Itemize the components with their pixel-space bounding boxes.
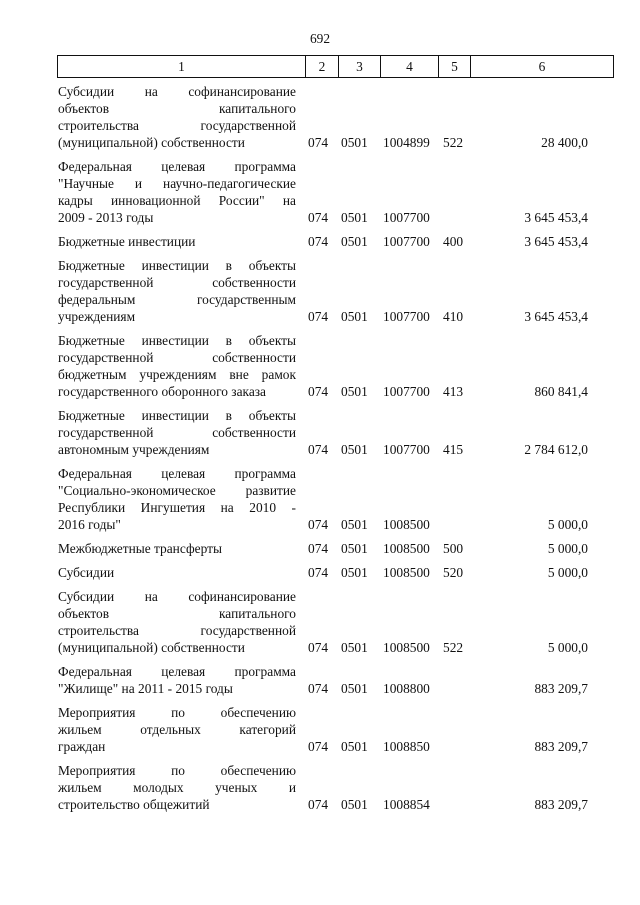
table-row [58, 704, 588, 755]
description-line: государственной собственности [58, 425, 296, 440]
description-line: учреждениям [58, 309, 136, 324]
row-section: 0501 [341, 384, 368, 399]
row-section: 0501 [341, 234, 368, 249]
row-section: 0501 [341, 210, 368, 225]
description-line: Федеральная целевая программа [58, 159, 296, 174]
table-row [58, 540, 588, 557]
description-line: граждан [58, 739, 106, 754]
row-ved: 074 [308, 640, 329, 655]
row-section: 0501 [341, 517, 368, 532]
description-line: жильем молодых ученых и [58, 780, 296, 795]
row-amount: 2 784 612,0 [524, 442, 588, 457]
description-line: Субсидии на софинансирование [58, 589, 296, 604]
table-row [58, 158, 588, 226]
row-target-article: 1004899 [383, 135, 430, 150]
description-line: Субсидии [58, 565, 115, 580]
description-line: жильем отдельных категорий [58, 722, 296, 737]
row-amount: 3 645 453,4 [524, 210, 588, 225]
row-description [58, 762, 296, 813]
description-line: государственной собственности [58, 275, 296, 290]
row-amount: 883 209,7 [534, 681, 588, 696]
description-line: бюджетным учреждениям вне рамок [58, 367, 296, 382]
row-ved: 074 [308, 234, 329, 249]
row-section: 0501 [341, 739, 368, 754]
row-ved: 074 [308, 541, 329, 556]
description-line: 2016 годы" [58, 517, 121, 532]
header-col-3: 3 [338, 56, 380, 77]
row-ved: 074 [308, 135, 329, 150]
row-target-article: 1008854 [383, 797, 430, 812]
description-line: Республики Ингушетия на 2010 - [58, 500, 296, 515]
row-expense-type: 500 [443, 541, 464, 556]
header-col-2: 2 [305, 56, 338, 77]
row-section: 0501 [341, 640, 368, 655]
row-description [58, 407, 296, 458]
row-description [58, 257, 296, 325]
description-line: объектов капитального [58, 606, 296, 621]
description-line: строительства государственной [58, 118, 296, 133]
row-description [58, 465, 296, 533]
row-description [58, 588, 296, 656]
row-ved: 074 [308, 309, 329, 324]
row-amount: 860 841,4 [534, 384, 588, 399]
table-body [58, 83, 588, 820]
row-amount: 883 209,7 [534, 739, 588, 754]
header-col-5: 5 [438, 56, 470, 77]
row-ved: 074 [308, 210, 329, 225]
row-ved: 074 [308, 739, 329, 754]
row-section: 0501 [341, 565, 368, 580]
description-line: 2009 - 2013 годы [58, 210, 154, 225]
row-target-article: 1007700 [383, 210, 430, 225]
description-line: Бюджетные инвестиции в объекты [58, 258, 296, 273]
row-description [58, 564, 296, 581]
row-section: 0501 [341, 681, 368, 696]
row-ved: 074 [308, 797, 329, 812]
description-line: Бюджетные инвестиции в объекты [58, 333, 296, 348]
row-target-article: 1008500 [383, 565, 430, 580]
row-section: 0501 [341, 797, 368, 812]
table-row [58, 83, 588, 151]
row-expense-type: 410 [443, 309, 464, 324]
row-description [58, 663, 296, 697]
row-target-article: 1008500 [383, 640, 430, 655]
row-target-article: 1008800 [383, 681, 430, 696]
description-line: (муниципальной) собственности [58, 640, 245, 655]
description-line: Мероприятия по обеспечению [58, 763, 296, 778]
table-row [58, 564, 588, 581]
description-line: "Научные и научно-педагогические [58, 176, 296, 191]
description-line: "Социально-экономическое развитие [58, 483, 296, 498]
table-row [58, 663, 588, 697]
table-row [58, 465, 588, 533]
row-ved: 074 [308, 565, 329, 580]
description-line: Межбюджетные трансферты [58, 541, 222, 556]
description-line: Субсидии на софинансирование [58, 84, 296, 99]
header-col-4: 4 [380, 56, 438, 77]
row-target-article: 1008850 [383, 739, 430, 754]
row-expense-type: 400 [443, 234, 464, 249]
row-target-article: 1007700 [383, 442, 430, 457]
description-line: строительство общежитий [58, 797, 210, 812]
description-line: строительства государственной [58, 623, 296, 638]
description-line: государственной собственности [58, 350, 296, 365]
row-section: 0501 [341, 135, 368, 150]
description-line: Федеральная целевая программа [58, 466, 296, 481]
description-line: Бюджетные инвестиции в объекты [58, 408, 296, 423]
table-row [58, 332, 588, 400]
row-description [58, 158, 296, 226]
row-description [58, 233, 296, 250]
row-expense-type: 520 [443, 565, 464, 580]
row-target-article: 1007700 [383, 384, 430, 399]
row-amount: 5 000,0 [547, 541, 588, 556]
description-line: "Жилище" на 2011 - 2015 годы [58, 681, 233, 696]
description-line: Бюджетные инвестиции [58, 234, 196, 249]
description-line: федеральным государственным [58, 292, 296, 307]
row-target-article: 1008500 [383, 541, 430, 556]
row-ved: 074 [308, 517, 329, 532]
row-amount: 5 000,0 [547, 565, 588, 580]
description-line: (муниципальной) собственности [58, 135, 245, 150]
row-amount: 28 400,0 [541, 135, 588, 150]
description-line: Мероприятия по обеспечению [58, 705, 296, 720]
row-section: 0501 [341, 442, 368, 457]
row-section: 0501 [341, 541, 368, 556]
row-expense-type: 522 [443, 135, 464, 150]
row-target-article: 1008500 [383, 517, 430, 532]
row-expense-type: 522 [443, 640, 464, 655]
description-line: кадры инновационной России" на [58, 193, 296, 208]
row-amount: 5 000,0 [547, 517, 588, 532]
table-row [58, 257, 588, 325]
description-line: Федеральная целевая программа [58, 664, 296, 679]
row-description [58, 83, 296, 151]
page-number: 692 [309, 31, 331, 46]
row-amount: 5 000,0 [547, 640, 588, 655]
row-target-article: 1007700 [383, 234, 430, 249]
row-amount: 883 209,7 [534, 797, 588, 812]
row-amount: 3 645 453,4 [524, 309, 588, 324]
row-description [58, 332, 296, 400]
table-row [58, 762, 588, 813]
row-expense-type: 413 [443, 384, 464, 399]
table-header [57, 55, 614, 78]
description-line: объектов капитального [58, 101, 296, 116]
row-ved: 074 [308, 442, 329, 457]
row-amount: 3 645 453,4 [524, 234, 588, 249]
table-row [58, 588, 588, 656]
row-description [58, 704, 296, 755]
table-row [58, 233, 588, 250]
row-ved: 074 [308, 681, 329, 696]
row-target-article: 1007700 [383, 309, 430, 324]
row-description [58, 540, 296, 557]
row-section: 0501 [341, 309, 368, 324]
header-col-6: 6 [470, 56, 613, 77]
header-col-1: 1 [178, 59, 185, 74]
description-line: государственного оборонного заказа [58, 384, 267, 399]
table-row [58, 407, 588, 458]
row-expense-type: 415 [443, 442, 464, 457]
description-line: автономным учреждениям [58, 442, 210, 457]
row-ved: 074 [308, 384, 329, 399]
